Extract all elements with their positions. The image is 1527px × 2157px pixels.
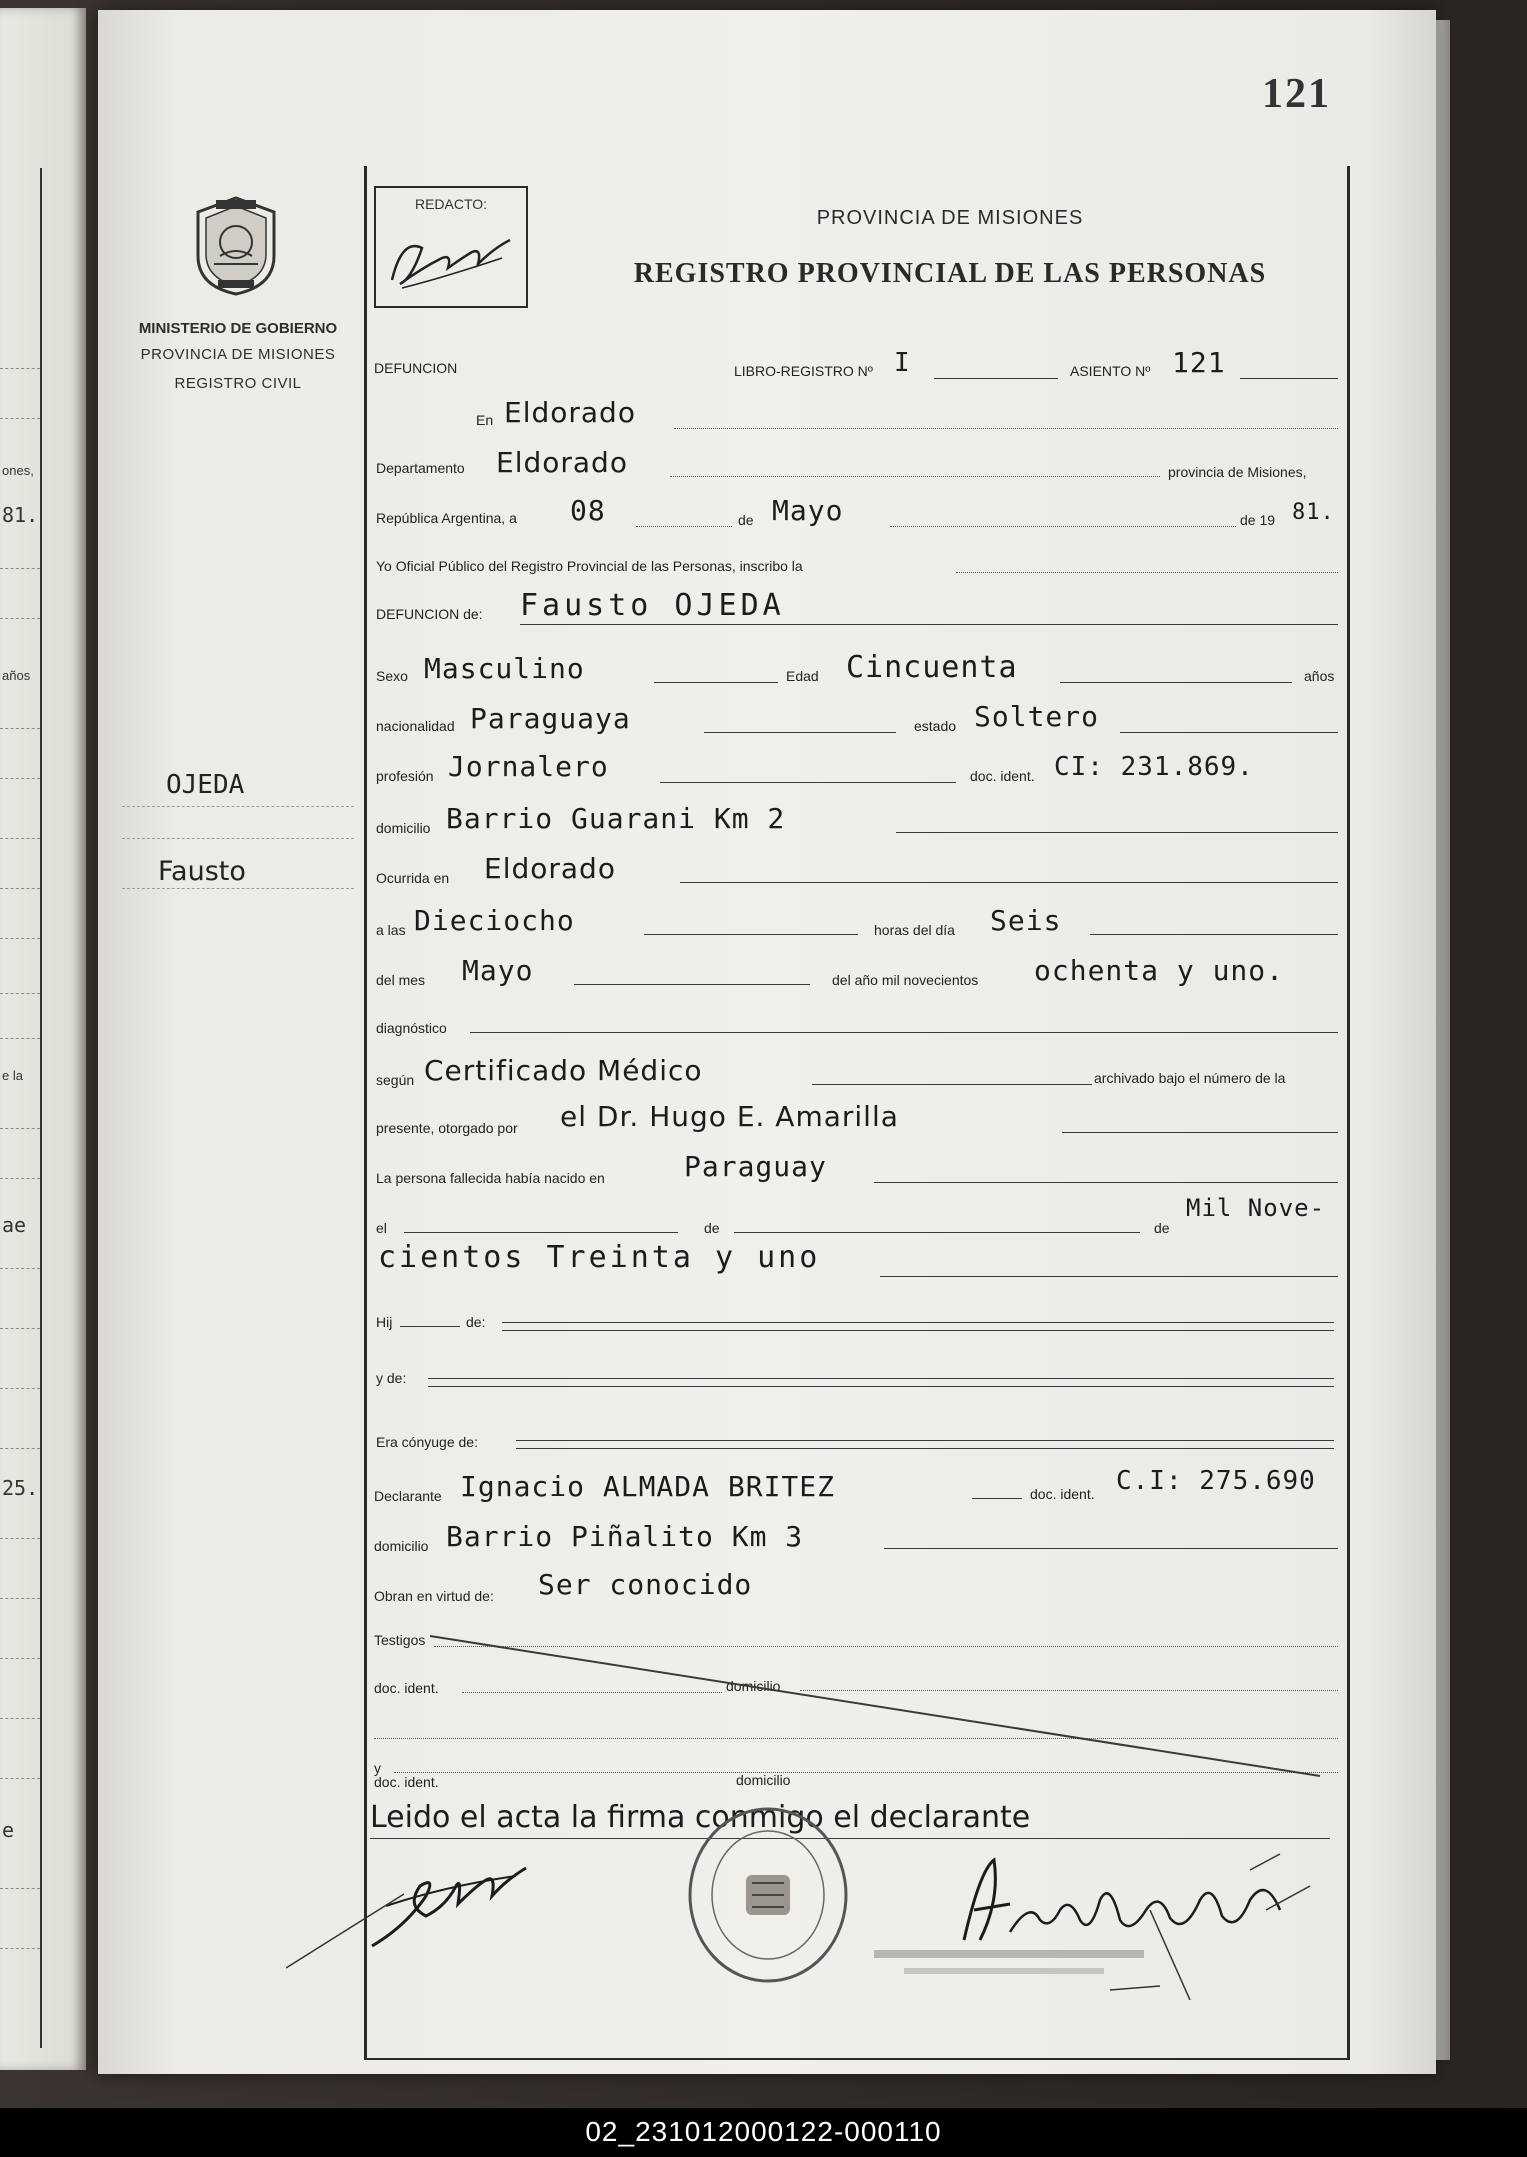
estado-value: Soltero: [974, 700, 1100, 733]
edad-label: Edad: [786, 668, 819, 684]
medico-line: [1062, 1132, 1338, 1133]
libro-value: I: [894, 348, 911, 378]
left-line: [0, 418, 40, 419]
left-fragment: 81.: [2, 503, 39, 527]
presente-label: presente, otorgado por: [376, 1120, 518, 1136]
mes-line: [574, 984, 810, 985]
left-line: [0, 568, 40, 569]
hora-value: Dieciocho: [414, 904, 575, 937]
segun-value: Certificado Médico: [424, 1054, 703, 1087]
profesion-line: [660, 782, 956, 783]
ocurrida-label: Ocurrida en: [376, 870, 450, 886]
oficial-text: Yo Oficial Público del Registro Provincial de las Personas, inscribo la: [376, 558, 803, 574]
dia-value: Seis: [990, 904, 1062, 937]
en-line: [674, 428, 1338, 429]
dia-line: [1090, 934, 1338, 935]
closing-text: Leido el acta la firma conmigo el declarante: [370, 1800, 1031, 1835]
t2-doc-label: doc. ident.: [374, 1774, 439, 1790]
left-line: [0, 728, 40, 729]
declarante-value: Ignacio ALMADA BRITEZ: [460, 1470, 836, 1503]
el-line: [404, 1232, 678, 1233]
caption-bar: [0, 2108, 1527, 2157]
hij-de-line-2: [502, 1330, 1334, 1331]
del-ano-label: del año mil novecientos: [832, 972, 979, 988]
anos-label: años: [1304, 668, 1335, 684]
hij-line: [400, 1326, 460, 1327]
nacionalidad-line: [704, 732, 896, 733]
redacto-label: REDACTO:: [414, 196, 488, 212]
left-fragment: e: [2, 1818, 15, 1842]
obran-value: Ser conocido: [538, 1568, 753, 1601]
left-fragment: 25.: [2, 1476, 39, 1500]
horas-dia-label: horas del día: [874, 922, 955, 938]
de3-label: de: [1154, 1220, 1170, 1236]
left-line: [0, 838, 40, 839]
birth-year-line: [880, 1276, 1338, 1277]
nacido-line: [874, 1182, 1338, 1183]
provincia-suffix: provincia de Misiones,: [1168, 464, 1307, 480]
ministry-name: MINISTERIO DE GOBIERNO: [138, 320, 338, 337]
left-line: [0, 1718, 40, 1719]
declarante-dom-label: domicilio: [374, 1538, 429, 1554]
birth-year-part1: Mil Nove-: [1186, 1194, 1326, 1222]
en-value: Eldorado: [504, 396, 636, 429]
left-line: [0, 1448, 40, 1449]
header-province: PROVINCIA DE MISIONES: [816, 207, 1084, 229]
declarante-doc-value: C.I: 275.690: [1116, 1466, 1316, 1496]
ministry-block: [108, 320, 368, 401]
left-page-border: [40, 168, 42, 2048]
republica-label: República Argentina, a: [376, 510, 517, 526]
de2-label: de: [704, 1220, 720, 1236]
diagnostico-label: diagnóstico: [376, 1020, 447, 1036]
y-label: y: [374, 1760, 381, 1776]
official-stamp-icon: [686, 1805, 850, 1985]
testigos-label: Testigos: [374, 1632, 426, 1648]
departamento-label: Departamento: [376, 460, 465, 476]
nacido-value: Paraguay: [684, 1150, 827, 1183]
left-line: [0, 1388, 40, 1389]
day-line: [636, 526, 732, 527]
testigos-strike-line: [430, 1630, 1330, 1780]
faded-stamp-text-icon: [874, 1946, 1154, 1986]
left-line: [0, 1598, 40, 1599]
page-number: 121: [1262, 71, 1331, 117]
hij-label: Hij: [376, 1314, 393, 1330]
left-fragment: e la: [2, 1068, 23, 1083]
medico-value: el Dr. Hugo E. Amarilla: [560, 1100, 899, 1133]
de2-line: [734, 1232, 1140, 1233]
hij-de-line: [502, 1322, 1334, 1323]
profesion-value: Jornalero: [448, 750, 609, 783]
domicilio-label: domicilio: [376, 820, 431, 836]
departamento-line: [670, 476, 1160, 477]
margin-surname: OJEDA: [166, 770, 245, 800]
caption-text: 02_231012000122-000110: [585, 2116, 942, 2147]
left-line: [0, 1038, 40, 1039]
ocurrida-value: Eldorado: [484, 852, 616, 885]
mes-value: Mayo: [462, 954, 534, 987]
sexo-label: Sexo: [376, 668, 408, 684]
month-line: [890, 526, 1236, 527]
deceased-line: [520, 624, 1338, 625]
margin-slash-line: [286, 1890, 406, 1970]
redacto-box: [374, 186, 528, 308]
del-mes-label: del mes: [376, 972, 426, 988]
left-line: [0, 1948, 40, 1949]
margin-given-name: Fausto: [158, 856, 246, 887]
libro-label: LIBRO-REGISTRO Nº: [734, 363, 873, 379]
left-line: [0, 1178, 40, 1179]
t2-dom-label: domicilio: [736, 1772, 791, 1788]
provincial-seal-icon: [186, 194, 286, 298]
declarante-line: [972, 1498, 1022, 1499]
left-line: [0, 1328, 40, 1329]
sexo-line: [654, 682, 778, 683]
left-line: [0, 1888, 40, 1889]
defuncion-de-label: DEFUNCION de:: [376, 606, 483, 622]
estado-line: [1120, 732, 1338, 733]
day-value: 08: [570, 494, 606, 527]
edad-line: [1060, 682, 1292, 683]
y-de-label: y de:: [376, 1370, 407, 1386]
faded-officer-stamp: [874, 1946, 1154, 1989]
declarante-doc-label: doc. ident.: [1030, 1486, 1095, 1502]
left-fragment: años: [2, 668, 31, 683]
segun-label: según: [376, 1072, 415, 1088]
header-registry: REGISTRO PROVINCIAL DE LAS PERSONAS: [633, 258, 1267, 289]
ano-value: ochenta y uno.: [1034, 954, 1285, 987]
sexo-value: Masculino: [424, 652, 585, 685]
left-fragment: ae: [2, 1213, 27, 1237]
left-line: [0, 1268, 40, 1269]
left-line: [0, 888, 40, 889]
libro-line: [934, 378, 1058, 379]
el-label: el: [376, 1220, 387, 1236]
obran-label: Obran en virtud de:: [374, 1588, 494, 1604]
declarante-dom-value: Barrio Piñalito Km 3: [446, 1520, 804, 1553]
asiento-line: [1240, 378, 1338, 379]
year-value: 81.: [1292, 500, 1335, 525]
de-year-label: de 19: [1240, 512, 1276, 528]
nacionalidad-label: nacionalidad: [376, 718, 455, 734]
margin-line: [122, 838, 354, 839]
domicilio-line: [896, 832, 1338, 833]
y-de-line-2: [428, 1386, 1334, 1387]
profesion-label: profesión: [376, 768, 434, 784]
doc-ident-value: CI: 231.869.: [1054, 752, 1254, 782]
left-line: [0, 1128, 40, 1129]
left-line: [0, 1658, 40, 1659]
closing-line: [370, 1838, 1330, 1839]
hora-line: [644, 934, 858, 935]
ocurrida-line: [680, 882, 1338, 883]
de-label: de: [738, 512, 754, 528]
doc-ident-label: doc. ident.: [970, 768, 1035, 784]
margin-line: [122, 806, 354, 807]
deceased-name: Fausto OJEDA: [520, 588, 785, 623]
t1-dom-label: domicilio: [726, 1678, 781, 1694]
act-type-label: DEFUNCION: [374, 360, 458, 376]
left-page-edge: [0, 8, 86, 2070]
asiento-value: 121: [1172, 346, 1226, 379]
left-line: [0, 938, 40, 939]
hij-de-label: de:: [466, 1314, 486, 1330]
month-value: Mayo: [772, 494, 844, 527]
conyuge-line: [516, 1440, 1334, 1441]
oficial-line: [956, 572, 1338, 573]
edad-value: Cincuenta: [846, 650, 1018, 685]
segun-line: [812, 1084, 1092, 1085]
a-las-label: a las: [376, 922, 406, 938]
asiento-label: ASIENTO Nº: [1070, 363, 1151, 379]
y-de-line: [428, 1378, 1334, 1379]
en-label: En: [476, 412, 494, 428]
declarante-dom-line: [884, 1548, 1338, 1549]
redacto-signature-icon: [382, 218, 518, 298]
birth-year-part2: cientos Treinta y uno: [378, 1240, 821, 1275]
declarante-label: Declarante: [374, 1488, 442, 1504]
conyuge-line-2: [516, 1448, 1334, 1449]
estado-label: estado: [914, 718, 957, 734]
ministry-office: REGISTRO CIVIL: [174, 375, 302, 392]
margin-line: [122, 888, 354, 889]
t1-doc-label: doc. ident.: [374, 1680, 439, 1696]
archivado-label: archivado bajo el número de la: [1094, 1070, 1286, 1086]
diagnostico-line: [470, 1032, 1338, 1033]
left-line: [0, 368, 40, 369]
nacido-label: La persona fallecida había nacido en: [376, 1170, 605, 1186]
left-line: [0, 778, 40, 779]
domicilio-value: Barrio Guarani Km 2: [446, 802, 786, 835]
conyuge-label: Era cónyuge de:: [376, 1434, 478, 1450]
left-line: [0, 618, 40, 619]
left-fragment: ones,: [2, 463, 34, 478]
departamento-value: Eldorado: [496, 446, 628, 479]
nacionalidad-value: Paraguaya: [470, 702, 631, 735]
page-edge: [1436, 20, 1450, 2060]
left-line: [0, 1538, 40, 1539]
left-line: [0, 1778, 40, 1779]
ministry-province: PROVINCIA DE MISIONES: [140, 346, 336, 363]
left-line: [0, 993, 40, 994]
